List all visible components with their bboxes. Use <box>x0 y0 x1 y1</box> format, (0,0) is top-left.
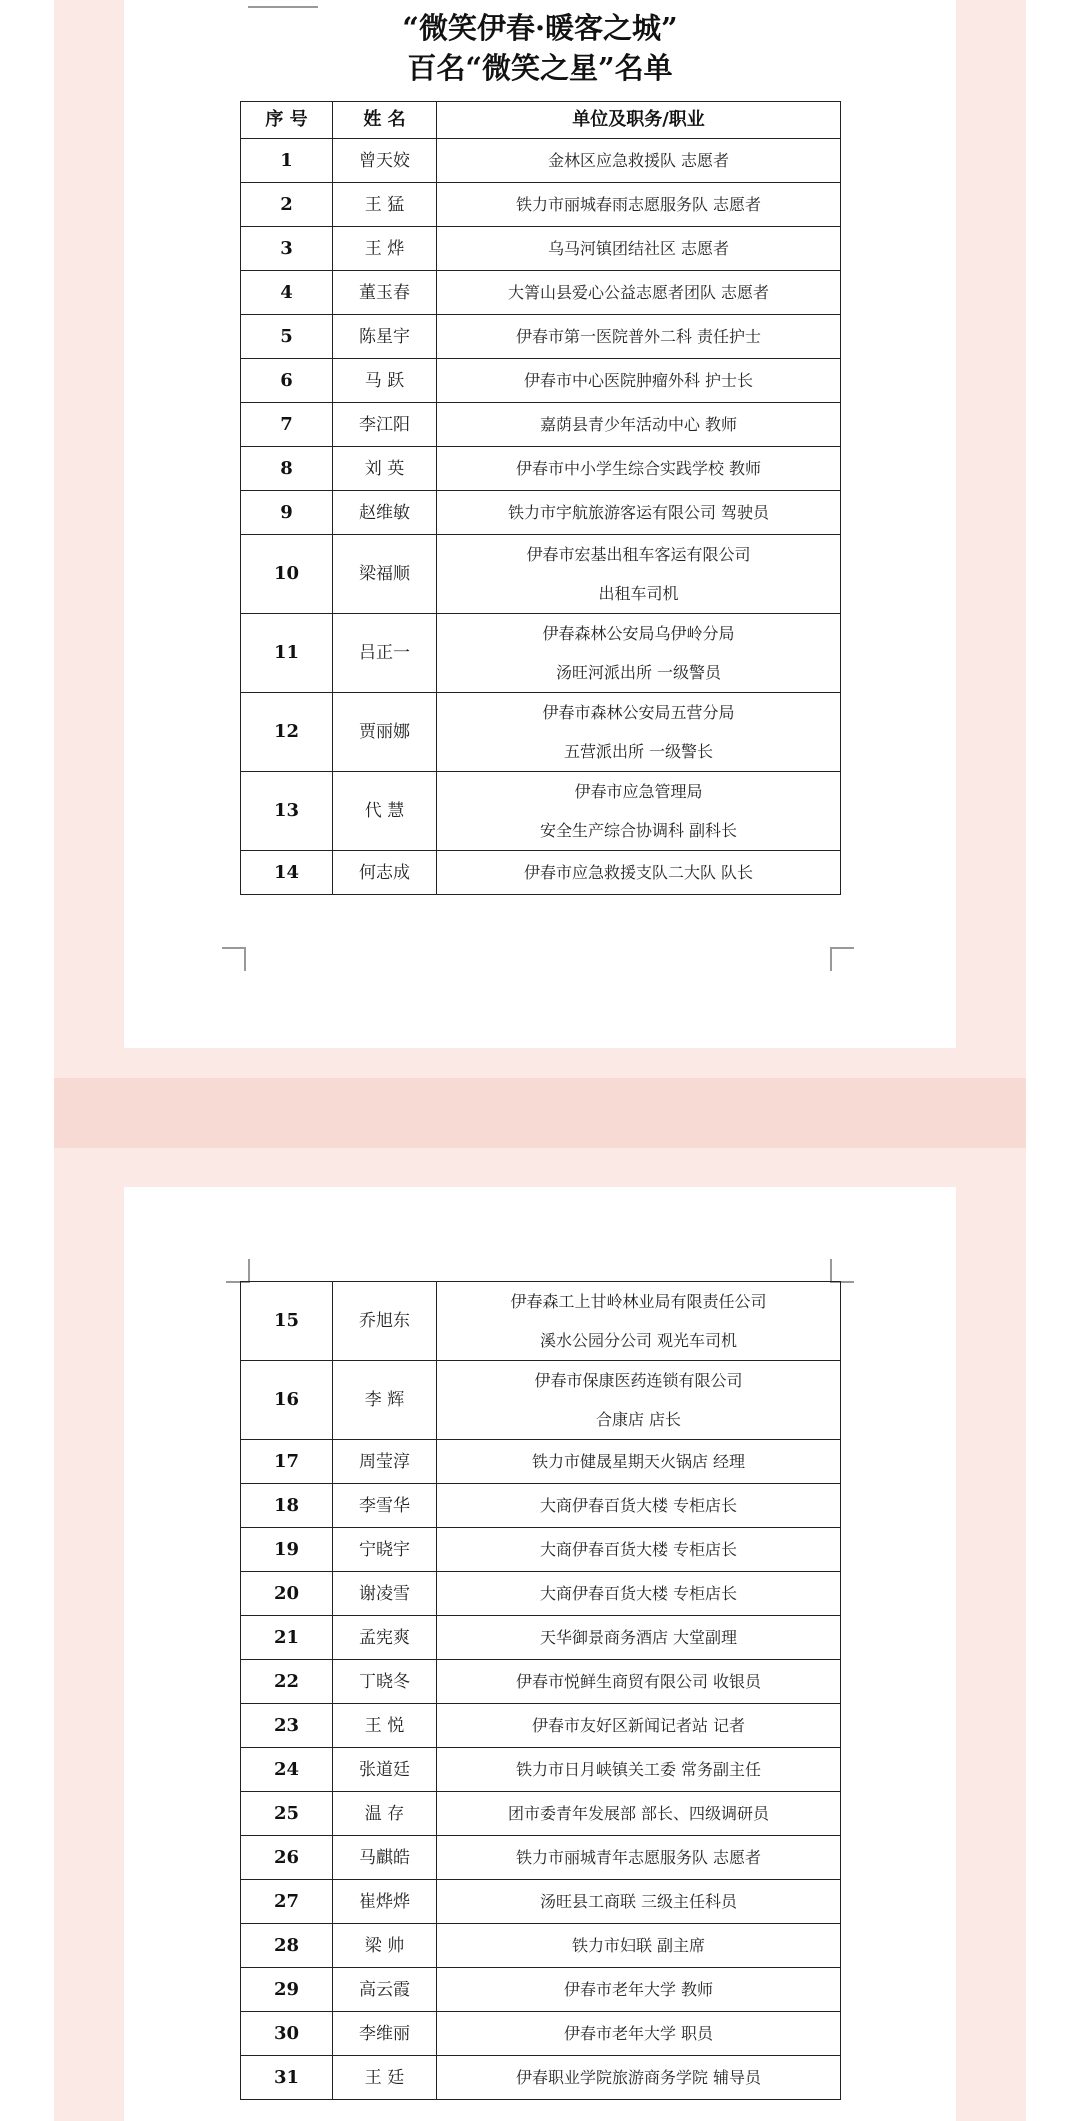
page-break <box>54 1078 1026 1148</box>
row-number: 20 <box>241 1572 333 1616</box>
table-row <box>241 2056 841 2100</box>
row-number: 1 <box>241 139 333 183</box>
table-row <box>241 535 841 614</box>
table-row <box>241 315 841 359</box>
row-unit-line: 伊春市应急救援支队二大队 队长 <box>523 863 754 882</box>
row-name: 谢凌雪 <box>333 1572 437 1616</box>
name-list-table-page-1 <box>240 101 841 895</box>
row-name: 董玉春 <box>333 271 437 315</box>
row-unit-line: 伊春市森林公安局五营分局 <box>542 703 735 722</box>
row-unit-line: 铁力市丽城春雨志愿服务队 志愿者 <box>515 195 762 214</box>
row-unit-line: 大商伊春百货大楼 专柜店长 <box>539 1584 738 1603</box>
table-header-row <box>241 102 841 139</box>
row-number: 12 <box>241 693 333 772</box>
row-unit-line: 溪水公园分公司 观光车司机 <box>539 1331 738 1350</box>
row-name: 贾丽娜 <box>333 693 437 772</box>
row-number: 19 <box>241 1528 333 1572</box>
table-row <box>241 1704 841 1748</box>
row-number: 25 <box>241 1792 333 1836</box>
row-unit-line: 伊春市悦鲜生商贸有限公司 收银员 <box>515 1672 762 1691</box>
table-row <box>241 693 841 772</box>
row-unit-line: 伊春森林公安局乌伊岭分局 <box>542 624 735 643</box>
row-name: 陈星宇 <box>333 315 437 359</box>
table-row <box>241 1880 841 1924</box>
table-row <box>241 1484 841 1528</box>
row-unit <box>437 139 841 183</box>
row-name: 代 慧 <box>333 772 437 851</box>
row-name: 李 辉 <box>333 1361 437 1440</box>
row-name: 李维丽 <box>333 2012 437 2056</box>
page-corner-mark <box>830 1259 854 1283</box>
row-unit-line: 伊春市友好区新闻记者站 记者 <box>531 1716 746 1735</box>
row-name: 马 跃 <box>333 359 437 403</box>
row-unit-line: 伊春市老年大学 教师 <box>563 1980 714 1999</box>
row-name: 刘 英 <box>333 447 437 491</box>
table-row <box>241 1660 841 1704</box>
row-unit-line: 金林区应急救援队 志愿者 <box>547 151 730 170</box>
page-margin-right <box>1026 0 1080 2121</box>
row-unit <box>437 1484 841 1528</box>
row-name: 周莹淳 <box>333 1440 437 1484</box>
table-row <box>241 1528 841 1572</box>
row-unit-line: 大商伊春百货大楼 专柜店长 <box>539 1540 738 1559</box>
row-unit <box>437 1836 841 1880</box>
table-row <box>241 772 841 851</box>
row-number: 18 <box>241 1484 333 1528</box>
row-unit <box>437 2012 841 2056</box>
row-unit <box>437 1660 841 1704</box>
table-row <box>241 851 841 895</box>
table-row <box>241 1836 841 1880</box>
row-number: 2 <box>241 183 333 227</box>
row-number: 31 <box>241 2056 333 2100</box>
row-unit <box>437 491 841 535</box>
row-unit-line: 伊春市中心医院肿瘤外科 护士长 <box>523 371 754 390</box>
row-number: 10 <box>241 535 333 614</box>
row-number: 26 <box>241 1836 333 1880</box>
row-name: 何志成 <box>333 851 437 895</box>
row-unit <box>437 183 841 227</box>
row-name: 吕正一 <box>333 614 437 693</box>
row-name: 张道廷 <box>333 1748 437 1792</box>
table-row <box>241 271 841 315</box>
row-number: 5 <box>241 315 333 359</box>
row-unit-line: 铁力市宇航旅游客运有限公司 驾驶员 <box>507 503 770 522</box>
row-number: 23 <box>241 1704 333 1748</box>
row-unit <box>437 1792 841 1836</box>
row-number: 8 <box>241 447 333 491</box>
row-unit-line: 伊春市宏基出租车客运有限公司 <box>526 545 751 564</box>
row-unit-line: 伊春市中小学生综合实践学校 教师 <box>515 459 762 478</box>
row-name: 曾天姣 <box>333 139 437 183</box>
row-number: 28 <box>241 1924 333 1968</box>
row-name: 梁 帅 <box>333 1924 437 1968</box>
row-unit <box>437 271 841 315</box>
row-name: 宁晓宇 <box>333 1528 437 1572</box>
row-unit-line: 大箐山县爱心公益志愿者团队 志愿者 <box>507 283 770 302</box>
row-unit <box>437 1704 841 1748</box>
row-name: 崔烨烨 <box>333 1880 437 1924</box>
row-unit-line: 伊春市第一医院普外二科 责任护士 <box>515 327 762 346</box>
row-unit-line: 安全生产综合协调科 副科长 <box>539 821 738 840</box>
row-unit-line: 嘉荫县青少年活动中心 教师 <box>539 415 738 434</box>
row-number: 9 <box>241 491 333 535</box>
page-corner-mark <box>222 947 246 971</box>
row-unit <box>437 851 841 895</box>
table-row <box>241 359 841 403</box>
row-unit-line: 团市委青年发展部 部长、四级调研员 <box>507 1804 770 1823</box>
row-number: 15 <box>241 1282 333 1361</box>
row-unit-line: 合康店 店长 <box>595 1410 682 1429</box>
table-row <box>241 1616 841 1660</box>
table-row <box>241 139 841 183</box>
document-title-line-2: 百名“微笑之星”名单 <box>407 51 673 85</box>
row-number: 4 <box>241 271 333 315</box>
table-row <box>241 614 841 693</box>
row-name: 王 烨 <box>333 227 437 271</box>
row-unit-line: 铁力市丽城青年志愿服务队 志愿者 <box>515 1848 762 1867</box>
row-number: 21 <box>241 1616 333 1660</box>
row-unit-line: 伊春市应急管理局 <box>574 782 703 801</box>
row-unit <box>437 1440 841 1484</box>
row-number: 22 <box>241 1660 333 1704</box>
page-margin-left <box>0 0 54 2121</box>
row-unit <box>437 535 841 614</box>
table-row <box>241 1748 841 1792</box>
row-number: 3 <box>241 227 333 271</box>
row-name: 乔旭东 <box>333 1282 437 1361</box>
row-name: 李雪华 <box>333 1484 437 1528</box>
row-unit-line: 乌马河镇团结社区 志愿者 <box>547 239 730 258</box>
row-number: 30 <box>241 2012 333 2056</box>
row-name: 李江阳 <box>333 403 437 447</box>
row-number: 7 <box>241 403 333 447</box>
row-unit <box>437 1616 841 1660</box>
table-row <box>241 491 841 535</box>
row-name: 孟宪爽 <box>333 1616 437 1660</box>
header-number: 序 号 <box>241 102 333 139</box>
row-name: 赵维敏 <box>333 491 437 535</box>
row-name: 高云霞 <box>333 1968 437 2012</box>
table-row <box>241 1361 841 1440</box>
row-unit-line: 伊春职业学院旅游商务学院 辅导员 <box>515 2068 762 2087</box>
row-unit-line: 天华御景商务酒店 大堂副理 <box>539 1628 738 1647</box>
table-row <box>241 1572 841 1616</box>
table-row <box>241 1924 841 1968</box>
row-number: 29 <box>241 1968 333 2012</box>
row-unit <box>437 1282 841 1361</box>
row-unit <box>437 227 841 271</box>
row-unit <box>437 1361 841 1440</box>
row-unit <box>437 614 841 693</box>
row-number: 27 <box>241 1880 333 1924</box>
row-name: 梁福顺 <box>333 535 437 614</box>
table-row <box>241 227 841 271</box>
row-unit-line: 铁力市健晟星期天火锅店 经理 <box>531 1452 746 1471</box>
row-unit <box>437 1528 841 1572</box>
page-corner-mark <box>830 947 854 971</box>
row-unit <box>437 1880 841 1924</box>
row-unit <box>437 447 841 491</box>
row-unit-line: 伊春市老年大学 职员 <box>563 2024 714 2043</box>
table-row <box>241 1968 841 2012</box>
row-unit-line: 汤旺河派出所 一级警员 <box>555 663 722 682</box>
table-row <box>241 1792 841 1836</box>
row-unit <box>437 693 841 772</box>
row-unit <box>437 2056 841 2100</box>
row-unit-line: 伊春森工上甘岭林业局有限责任公司 <box>510 1292 767 1311</box>
table-row <box>241 1282 841 1361</box>
name-list-table-page-2 <box>240 1281 841 2100</box>
row-name: 王 猛 <box>333 183 437 227</box>
row-number: 13 <box>241 772 333 851</box>
row-unit-line: 铁力市日月峡镇关工委 常务副主任 <box>515 1760 762 1779</box>
row-unit <box>437 1748 841 1792</box>
row-unit <box>437 1572 841 1616</box>
row-unit <box>437 1924 841 1968</box>
table-row <box>241 2012 841 2056</box>
document-title-line-1: “微笑伊春·暖客之城” <box>402 11 678 45</box>
table-row <box>241 183 841 227</box>
header-unit: 单位及职务/职业 <box>437 102 841 139</box>
row-number: 11 <box>241 614 333 693</box>
row-unit <box>437 315 841 359</box>
table-row <box>241 403 841 447</box>
row-name: 丁晓冬 <box>333 1660 437 1704</box>
row-name: 温 存 <box>333 1792 437 1836</box>
row-unit-line: 汤旺县工商联 三级主任科员 <box>539 1892 738 1911</box>
row-unit-line: 出租车司机 <box>598 584 679 603</box>
row-unit-line: 五营派出所 一级警长 <box>563 742 714 761</box>
row-number: 6 <box>241 359 333 403</box>
row-unit-line: 伊春市保康医药连锁有限公司 <box>534 1371 743 1390</box>
row-name: 王 悦 <box>333 1704 437 1748</box>
row-number: 17 <box>241 1440 333 1484</box>
header-name: 姓 名 <box>333 102 437 139</box>
table-row <box>241 447 841 491</box>
row-unit <box>437 403 841 447</box>
row-number: 14 <box>241 851 333 895</box>
page-corner-mark <box>226 1259 250 1283</box>
row-name: 王 廷 <box>333 2056 437 2100</box>
row-unit <box>437 772 841 851</box>
row-unit-line: 大商伊春百货大楼 专柜店长 <box>539 1496 738 1515</box>
row-name: 马麒皓 <box>333 1836 437 1880</box>
row-number: 24 <box>241 1748 333 1792</box>
row-unit <box>437 359 841 403</box>
row-number: 16 <box>241 1361 333 1440</box>
row-unit-line: 铁力市妇联 副主席 <box>571 1936 706 1955</box>
row-unit <box>437 1968 841 2012</box>
table-row <box>241 1440 841 1484</box>
